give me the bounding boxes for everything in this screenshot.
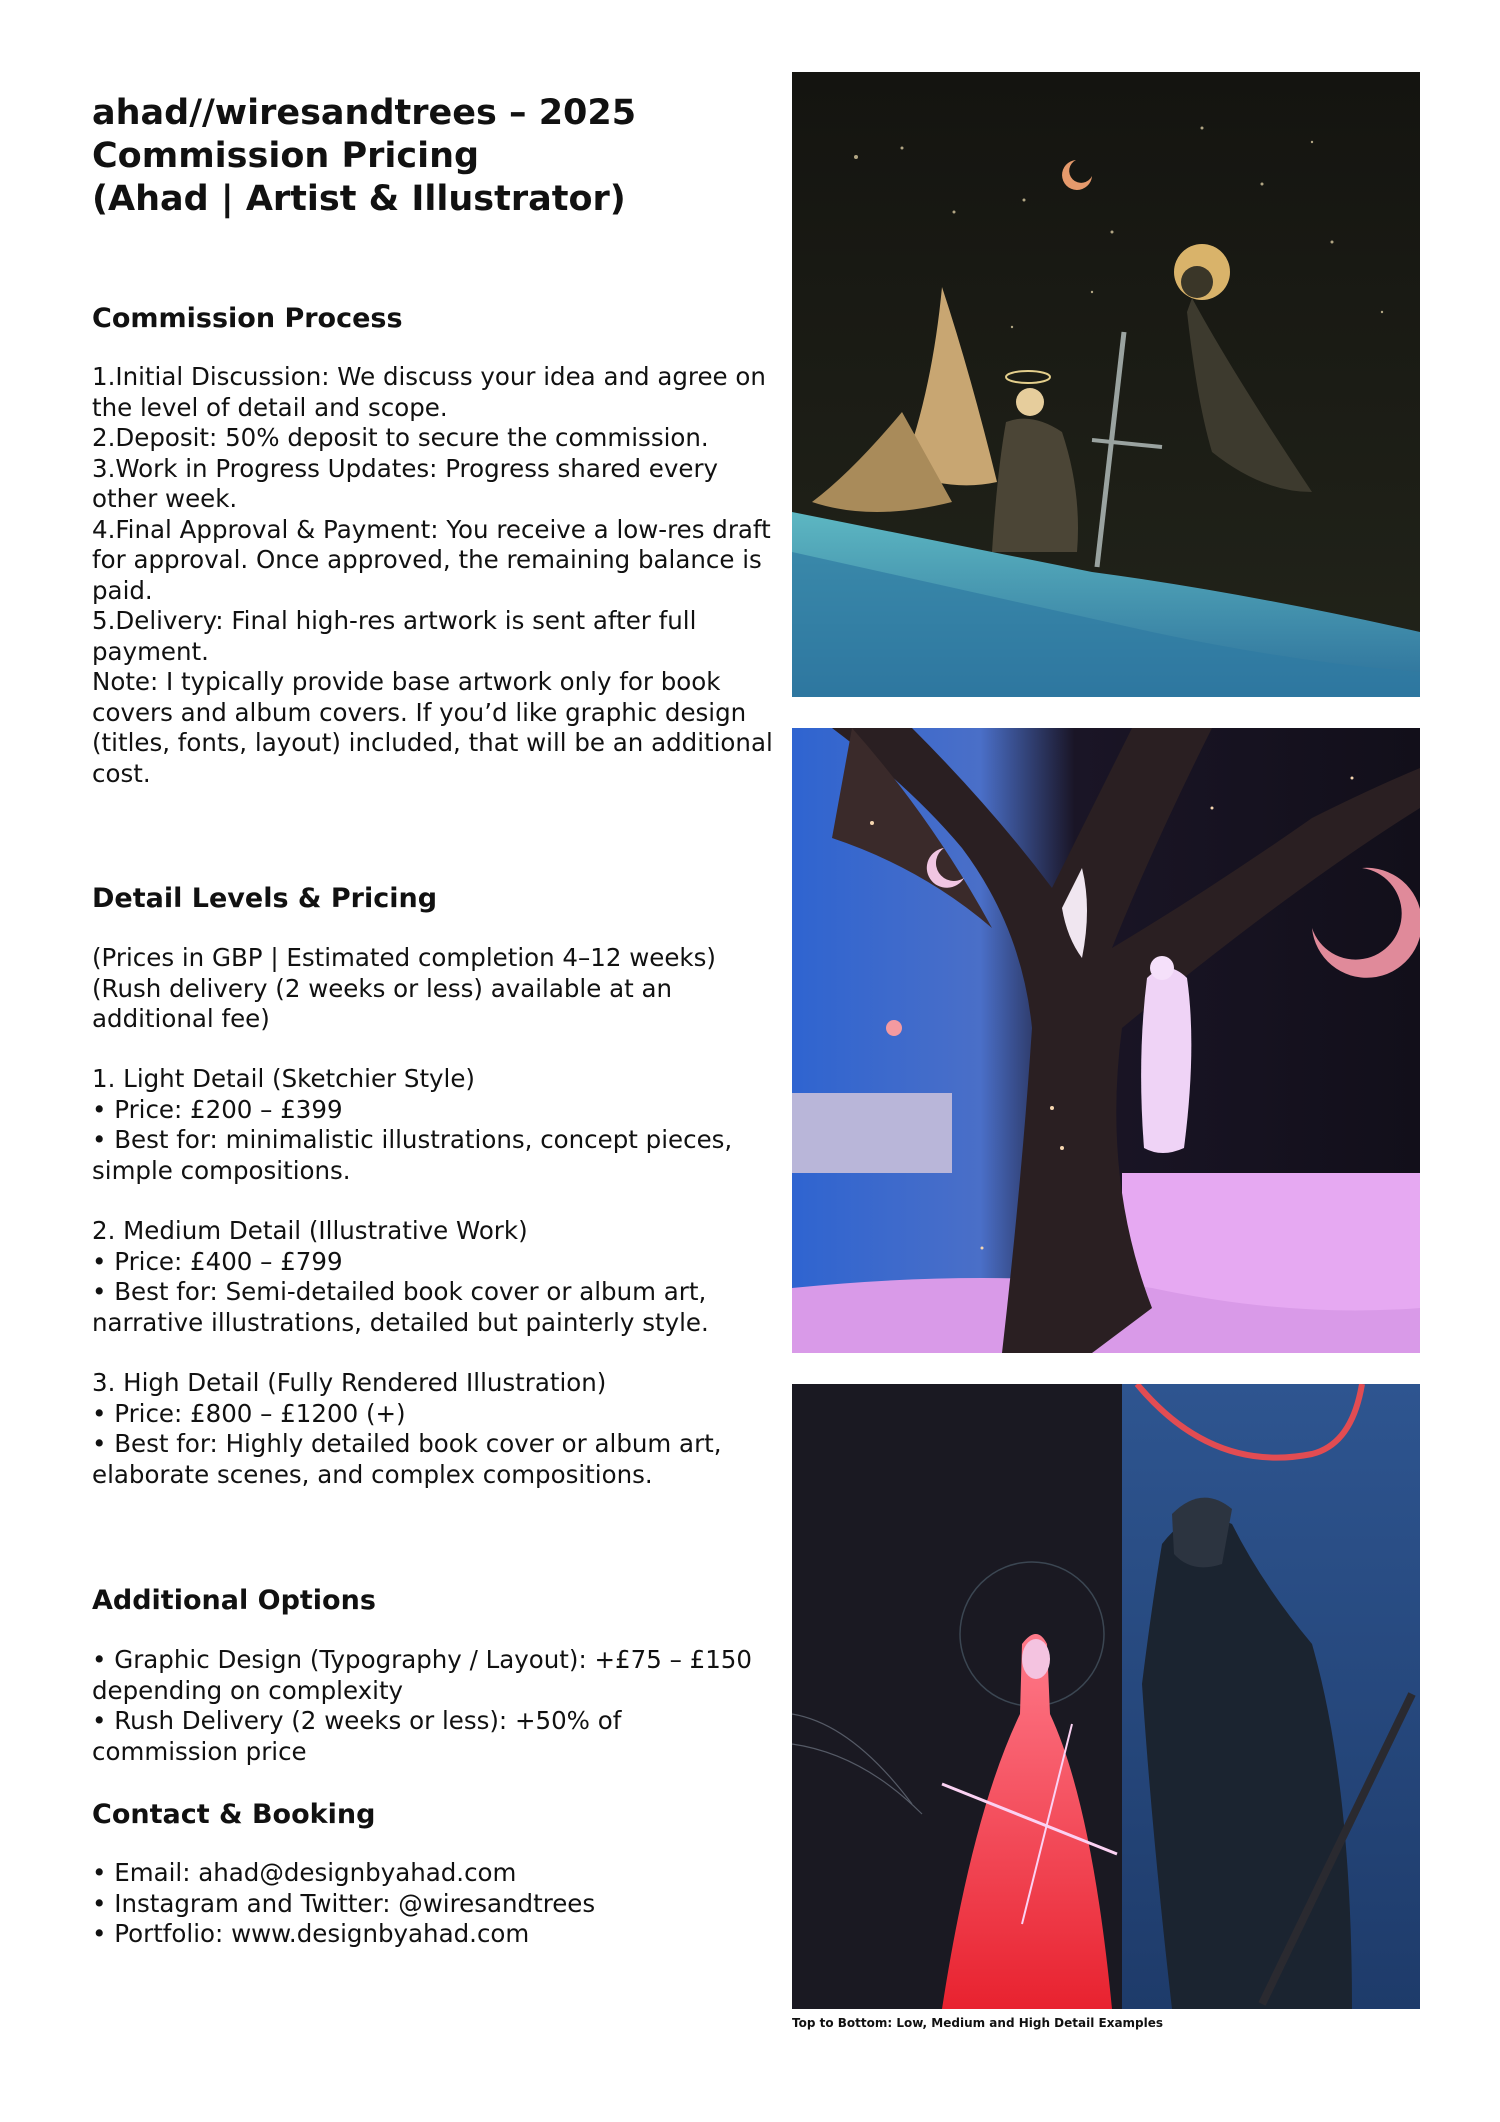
- tier-name: 1. Light Detail (Sketchier Style): [92, 1064, 475, 1093]
- process-line: 1.Initial Discussion: We discuss your idea and agree on: [92, 362, 766, 391]
- tier-best-for: narrative illustrations, detailed but painterly style.: [92, 1307, 709, 1337]
- additional-options-list: [92, 1645, 752, 1767]
- tier-best-for: simple compositions.: [92, 1155, 351, 1185]
- title-line-3: (Ahad | Artist & Illustrator): [92, 179, 626, 219]
- commission-process-list: [92, 362, 773, 789]
- tier-best-for: • Best for: Semi-detailed book cover or album art,: [92, 1277, 707, 1306]
- figure-caption: Top to Bottom: Low, Medium and High Detail Examples: [792, 2016, 1164, 2030]
- artwork-medium-detail: [792, 728, 1420, 1353]
- artwork-high-detail: [792, 1384, 1420, 2009]
- contact-social[interactable]: • Instagram and Twitter: @wiresandtrees: [92, 1888, 596, 1918]
- tier-high-detail: [92, 1368, 722, 1490]
- process-line: other week.: [92, 484, 238, 513]
- process-line: payment.: [92, 636, 209, 666]
- process-line: paid.: [92, 575, 153, 605]
- tier-name: 3. High Detail (Fully Rendered Illustration): [92, 1368, 607, 1397]
- tier-light-detail: [92, 1064, 732, 1186]
- pricing-intro-line: (Rush delivery (2 weeks or less) available at an: [92, 973, 673, 1003]
- commission-process-heading: Commission Process: [92, 303, 403, 334]
- process-note-line: cost.: [92, 758, 151, 788]
- process-line: 2.Deposit: 50% deposit to secure the commission.: [92, 423, 709, 452]
- process-note-line: (titles, fonts, layout) included, that will be an additional: [92, 728, 773, 757]
- contact-list: [92, 1858, 595, 1950]
- tier-name: 2. Medium Detail (Illustrative Work): [92, 1216, 528, 1245]
- additional-options-heading: Additional Options: [92, 1585, 376, 1616]
- tier-price: • Price: £800 – £1200 (+): [92, 1398, 406, 1428]
- red-figure-knight-illustration: [792, 1384, 1420, 2009]
- contact-portfolio[interactable]: • Portfolio: www.designbyahad.com: [92, 1919, 530, 1948]
- process-line: for approval. Once approved, the remaining balance is: [92, 545, 762, 574]
- text-column: [92, 92, 773, 1948]
- pricing-intro: [92, 943, 716, 1035]
- tier-price: • Price: £200 – £399: [92, 1094, 343, 1124]
- process-line: 3.Work in Progress Updates: Progress shared every: [92, 453, 719, 483]
- angel-night-illustration: [792, 72, 1420, 697]
- option-line: depending on complexity: [92, 1675, 404, 1705]
- title-line-1: ahad//wiresandtrees – 2025: [92, 93, 637, 133]
- artwork-light-detail: [792, 72, 1420, 697]
- tier-best-for: • Best for: Highly detailed book cover or album art,: [92, 1429, 722, 1458]
- option-line: • Graphic Design (Typography / Layout): +£75 – £150: [92, 1645, 752, 1674]
- option-line: • Rush Delivery (2 weeks or less): +50% of: [92, 1706, 622, 1735]
- process-line: 4.Final Approval & Payment: You receive a low-res draft: [92, 514, 771, 544]
- contact-email[interactable]: • Email: ahad@designbyahad.com: [92, 1858, 517, 1887]
- pricing-intro-line: additional fee): [92, 1004, 270, 1033]
- tier-best-for: • Best for: minimalistic illustrations, concept pieces,: [92, 1125, 733, 1154]
- tier-medium-detail: [92, 1216, 709, 1338]
- option-line: commission price: [92, 1736, 307, 1766]
- tree-figure-illustration: [792, 728, 1420, 1353]
- process-note-line: covers and album covers. If you’d like graphic design: [92, 697, 747, 727]
- page-title: [92, 92, 732, 221]
- title-line-2: Commission Pricing: [92, 136, 480, 176]
- tier-price: • Price: £400 – £799: [92, 1246, 343, 1276]
- process-line: the level of detail and scope.: [92, 392, 448, 422]
- process-line: 5.Delivery: Final high-res artwork is sent after full: [92, 606, 697, 635]
- process-note-line: Note: I typically provide base artwork only for book: [92, 667, 721, 696]
- pricing-intro-line: (Prices in GBP | Estimated completion 4–12 weeks): [92, 943, 716, 972]
- detail-levels-heading: Detail Levels & Pricing: [92, 883, 438, 914]
- contact-heading: Contact & Booking: [92, 1799, 376, 1830]
- tier-best-for: elaborate scenes, and complex compositions.: [92, 1459, 653, 1489]
